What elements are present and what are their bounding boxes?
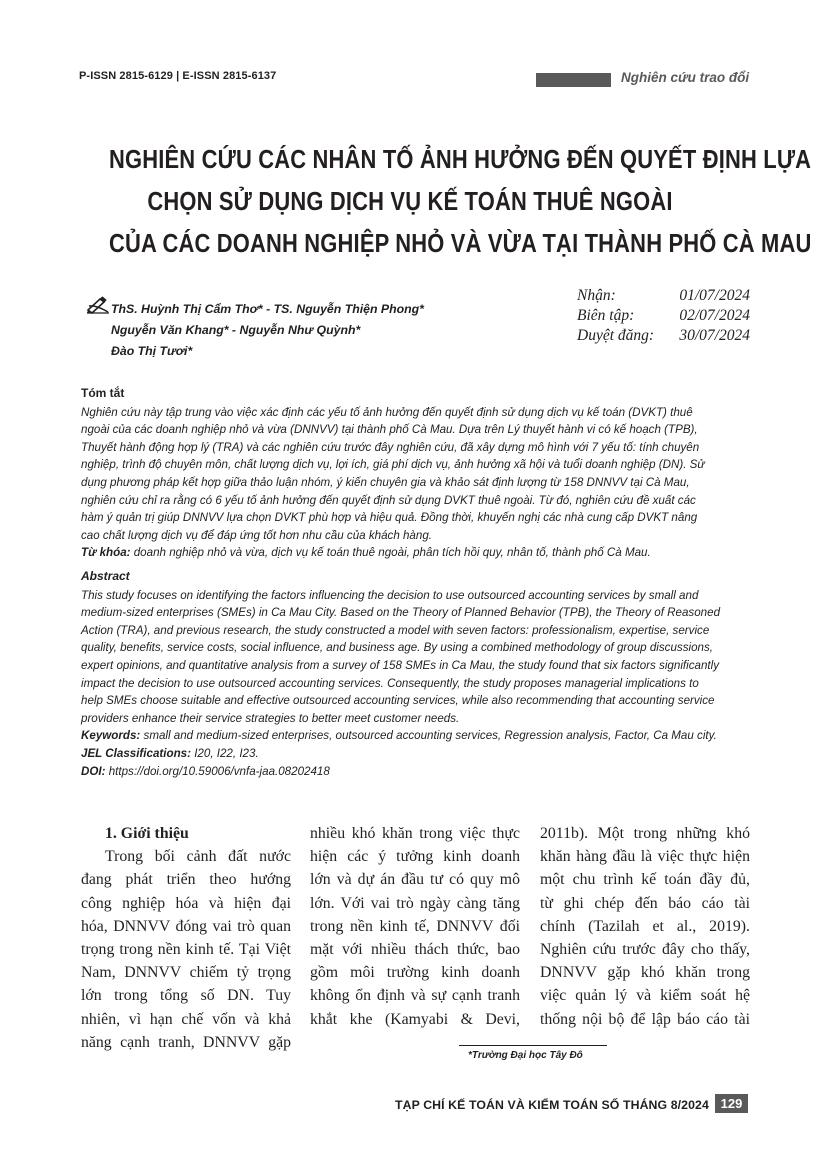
abstract-line: expert opinions, and quantitative analysis from a survey of 158 SMEs in Ca Mau, the study found that six factors significantly (81, 658, 719, 672)
summary-line: nghiên cứu chỉ ra rằng có 6 yếu tố ảnh hưởng đến quyết định sử dụng DVKT thuê ngoài. Từ đó, nghiên cứu đề xuất các (81, 493, 696, 507)
footnote-rule (459, 1045, 607, 1046)
abstract-line: providers enhance their service strategies to better meet customer needs. (81, 711, 460, 725)
date-label: Biên tập: (577, 307, 635, 324)
issn-line: P-ISSN 2815-6129 | E-ISSN 2815-6137 (79, 70, 277, 82)
body-column-2 (310, 822, 520, 1031)
abstract-en (81, 568, 751, 780)
body-line: 2011b). Một trong những khó (540, 825, 750, 842)
abstract-line: help SMEs choose suitable and effective outsourced accounting services, while also recommending that accounting service (81, 694, 715, 708)
author-line: ThS. Huỳnh Thị Cẩm Thơ* - TS. Nguyễn Thiện Phong* (111, 302, 424, 316)
abstract-line: quality, benefits, service costs, social influence, and business age. By using a combined methodology of group discussions, (81, 641, 714, 655)
keywords-label: Keywords: (81, 729, 141, 743)
title-line: CỦA CÁC DOANH NGHIỆP NHỎ VÀ VỪA TẠI THÀNH PHỐ CÀ MAU (109, 230, 812, 258)
header-bar (536, 73, 611, 87)
date-value: 01/07/2024 (679, 287, 750, 304)
doi-link[interactable]: https://doi.org/10.59006/vnfa-jaa.08202418 (108, 764, 330, 778)
body-line: năng cạnh tranh, DNNVV gặp (81, 1033, 291, 1051)
keywords-label: Từ khóa: (81, 546, 131, 560)
body-line: chính (Tazilah et al., 2019). (540, 917, 750, 935)
summary-line: Thuyết hành động hợp lý (TRA) và các nghiên cứu trước đây nghiên cứu, đã xây dựng mô hình với 7 yếu tố: tính chuyên (81, 440, 700, 454)
body-line: nhiều khó khăn trong việc thực (310, 825, 520, 842)
author-line: Đào Thị Tươi* (111, 344, 193, 358)
date-value: 02/07/2024 (679, 307, 750, 324)
abstract-heading: Abstract (81, 569, 130, 583)
author-list (111, 299, 424, 362)
body-line: DNNVV gặp khó khăn trong (540, 964, 750, 982)
body-line: đang phát triển theo hướng (81, 871, 291, 889)
jel-text: I20, I22, I23. (194, 746, 259, 760)
summary-vi (81, 385, 751, 562)
date-row-accepted (577, 326, 750, 346)
keywords-text: small and medium-sized enterprises, outsourced accounting services, Regression analysis, Factor, Ca Mau city. (143, 729, 717, 743)
summary-line: dụng phương pháp kết hợp giữa thảo luận nhóm, ý kiến chuyên gia và khảo sát định lượng từ 158 DNNVV tại Cà Mau, (81, 475, 690, 489)
body-line: Nam, DNNVV chiếm tỷ trọng (81, 964, 291, 982)
summary-line: nghiệp, trình độ chuyên môn, chất lượng dịch vụ, lợi ích, giá phí dịch vụ, ảnh hưởng xã hội và tuổi doanh nghiệp (DN). Sử (81, 458, 705, 472)
author-line: Nguyễn Văn Khang* - Nguyễn Như Quỳnh* (111, 323, 361, 337)
body-line: mặt với nhiều thách thức, bao (310, 941, 520, 959)
body-line: thống nội bộ để lập báo cáo tài (540, 1010, 750, 1028)
body-line: khăn hàng đầu là việc thực hiện (540, 848, 750, 866)
body-line: trọng trong nền kinh tế. Tại Việt (81, 941, 291, 959)
doi-label: DOI: (81, 764, 106, 778)
date-value: 30/07/2024 (679, 327, 750, 344)
pen-icon (86, 296, 110, 314)
body-line: nhiên, vì hạn chế vốn và khả (81, 1010, 291, 1028)
summary-heading: Tóm tắt (81, 386, 125, 400)
abstract-line: impact the decision to use outsourced accounting services. Consequently, the study proposes managerial implications to (81, 676, 699, 690)
body-line: công nghiệp hóa và hiện đại (81, 894, 291, 912)
summary-line: Nghiên cứu này tập trung vào việc xác định các yếu tố ảnh hưởng đến quyết định sử dụng dịch vụ kế toán (DVKT) thuê (81, 405, 693, 419)
summary-line: ngoài của các doanh nghiệp nhỏ và vừa (DNNVV) tại thành phố Cà Mau. Dựa trên Lý thuyết hành vi có kế hoạch (TPB), (81, 423, 698, 437)
body-line: hóa, DNNVV đóng vai trò quan (81, 917, 291, 935)
body-line: từ ghi chép đến báo cáo tài (540, 894, 750, 912)
abstract-line: Action (TRA), and previous research, the study constructed a model with seven factors: professionalism, expertise, service (81, 623, 710, 637)
body-line: hiện các ý tưởng kinh doanh (310, 848, 520, 866)
body-line: Trong bối cảnh đất nước (105, 848, 291, 866)
jel-label: JEL Classifications: (81, 746, 191, 760)
publication-dates (577, 286, 750, 346)
journal-name: TẠP CHÍ KẾ TOÁN VÀ KIỂM TOÁN SỐ THÁNG 8/2024 (395, 1098, 709, 1112)
header-bar-gap (611, 73, 614, 87)
affiliation-footnote: *Trường Đại học Tây Đô (468, 1050, 583, 1061)
keywords-en (81, 727, 751, 745)
title-line: NGHIÊN CỨU CÁC NHÂN TỐ ẢNH HƯỞNG ĐẾN QUYẾT ĐỊNH LỰA (109, 146, 812, 174)
body-column-1 (81, 822, 291, 1054)
doi-line (81, 763, 751, 781)
date-label: Duyệt đăng: (577, 327, 655, 344)
body-line: Nghiên cứu trước đây cho thấy, (540, 941, 750, 959)
section-heading: 1. Giới thiệu (105, 825, 189, 842)
body-line: việc quản lý và kiểm soát hệ (540, 987, 750, 1005)
abstract-line: medium-sized enterprises (SMEs) in Ca Mau City. Based on the Theory of Planned Behavior (TPB), the Theory of Reasoned (81, 606, 721, 620)
section-tag: Nghiên cứu trao đổi (621, 70, 750, 85)
title-line: CHỌN SỬ DỤNG DỊCH VỤ KẾ TOÁN THUÊ NGOÀI (147, 188, 673, 216)
summary-line: hàm ý quản trị giúp DNNVV lựa chọn DVKT phù hợp và hiệu quả. Đồng thời, khuyến nghị các nhà cung cấp DVKT nâng (81, 511, 698, 525)
date-label: Nhận: (577, 287, 616, 304)
keywords-text: doanh nghiệp nhỏ và vừa, dịch vụ kế toán thuê ngoài, phân tích hồi quy, nhân tố, thành phố Cà Mau. (133, 546, 651, 560)
date-row-edited (577, 306, 750, 326)
body-line: lớn trong tổng số DN. Tuy (81, 987, 291, 1005)
body-line: khắt khe (Kamyabi & Devi, (310, 1010, 520, 1028)
body-line: lớn. Với vai trò ngày càng tăng (310, 894, 520, 912)
summary-line: cao chất lượng dịch vụ để đáp ứng tốt hơn nhu cầu của khách hàng. (81, 528, 432, 542)
keywords-vi (81, 544, 751, 562)
article-title (109, 139, 812, 265)
jel-classifications (81, 745, 751, 763)
body-line: một chu trình kế toán đầy đủ, (540, 871, 750, 889)
date-row-received (577, 286, 750, 306)
body-line: không ổn định và sự cạnh tranh (310, 987, 520, 1005)
summary-body (81, 404, 751, 545)
body-line: lớn và dự án đầu tư có quy mô (310, 871, 520, 889)
abstract-body (81, 587, 751, 728)
page-number: 129 (715, 1094, 748, 1113)
body-line: trong nền kinh tế, DNNVV đối (310, 917, 520, 935)
body-column-3 (540, 822, 750, 1031)
body-line: gồm môi trường kinh doanh (310, 964, 520, 982)
abstract-line: This study focuses on identifying the factors influencing the decision to use outsourced accounting services by small and (81, 588, 699, 602)
